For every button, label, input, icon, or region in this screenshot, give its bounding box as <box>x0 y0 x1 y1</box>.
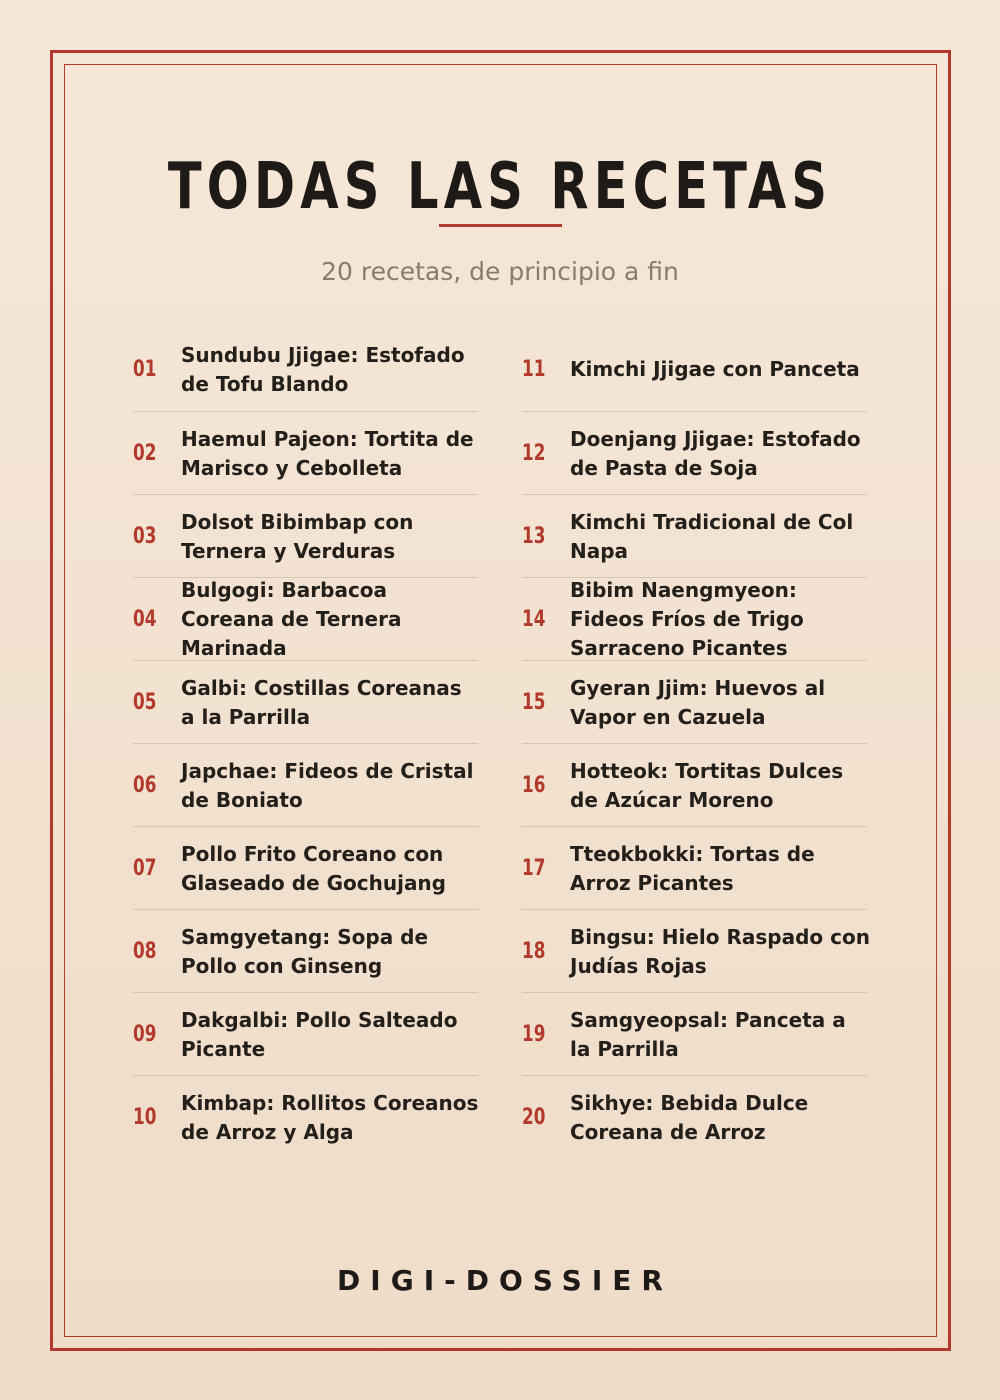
brand-footer: DIGI-DOSSIER <box>337 1264 673 1297</box>
recipe-item[interactable] <box>133 743 478 826</box>
recipe-item[interactable] <box>133 411 478 494</box>
recipe-name: Kimbap: Rollitos Coreanos de Arroz y Alga <box>181 1090 479 1144</box>
recipe-name: Kimchi Tradicional de Col Napa <box>570 509 854 563</box>
recipe-name: Gyeran Jjim: Huevos al Vapor en Cazuela <box>570 675 826 729</box>
recipe-name: Pollo Frito Coreano con Glaseado de Gochujang <box>181 841 446 895</box>
recipe-item[interactable] <box>522 743 867 826</box>
recipe-number: 02 <box>133 441 157 466</box>
recipe-number: 18 <box>522 939 546 964</box>
page-subtitle: 20 recetas, de principio a fin <box>321 257 679 286</box>
recipe-item[interactable] <box>133 494 478 577</box>
recipe-item[interactable] <box>133 660 478 743</box>
recipe-name: Haemul Pajeon: Tortita de Marisco y Cebolleta <box>181 426 474 480</box>
recipe-number: 03 <box>133 524 157 549</box>
recipe-item[interactable] <box>133 909 478 992</box>
recipe-item[interactable] <box>133 992 478 1075</box>
recipe-name: Sikhye: Bebida Dulce Coreana de Arroz <box>570 1090 809 1144</box>
recipe-name: Japchae: Fideos de Cristal de Boniato <box>181 758 474 812</box>
recipe-list-left <box>133 328 478 1158</box>
recipe-item[interactable] <box>133 328 478 411</box>
recipe-name: Hotteok: Tortitas Dulces de Azúcar Moreno <box>570 758 844 812</box>
recipe-name: Galbi: Costillas Coreanas a la Parrilla <box>181 675 462 729</box>
recipe-number: 01 <box>133 357 157 382</box>
recipe-number: 13 <box>522 524 546 549</box>
recipe-number: 10 <box>133 1105 157 1130</box>
recipe-number: 04 <box>133 607 157 632</box>
recipe-item[interactable] <box>522 909 870 992</box>
recipe-name: Bibim Naengmyeon: Fideos Fríos de Trigo Sarraceno Picantes <box>570 578 804 660</box>
recipe-number: 14 <box>522 607 546 632</box>
recipe-name: Dakgalbi: Pollo Salteado Picante <box>181 1007 458 1061</box>
recipe-name: Sundubu Jjigae: Estofado de Tofu Blando <box>181 342 465 396</box>
recipe-number: 11 <box>522 357 546 382</box>
recipe-number: 15 <box>522 690 546 715</box>
recipe-item[interactable] <box>522 411 867 494</box>
recipe-number: 16 <box>522 773 546 798</box>
recipe-item[interactable] <box>522 1075 867 1158</box>
page-title: TODAS LAS RECETAS <box>167 150 833 224</box>
recipe-number: 09 <box>133 1022 157 1047</box>
recipe-name: Samgyetang: Sopa de Pollo con Ginseng <box>181 924 429 978</box>
recipe-number: 07 <box>133 856 157 881</box>
recipe-item[interactable] <box>522 577 867 660</box>
recipe-item[interactable] <box>133 1075 478 1158</box>
recipe-item[interactable] <box>522 328 867 411</box>
recipe-item[interactable] <box>133 577 478 660</box>
recipe-number: 06 <box>133 773 157 798</box>
recipe-item[interactable] <box>522 826 867 909</box>
recipe-name: Bingsu: Hielo Raspado con Judías Rojas <box>570 924 870 978</box>
recipe-number: 17 <box>522 856 546 881</box>
recipe-name: Bulgogi: Barbacoa Coreana de Ternera Marinada <box>181 578 402 660</box>
recipe-name: Kimchi Jjigae con Panceta <box>570 357 860 381</box>
recipe-number: 05 <box>133 690 157 715</box>
recipe-name: Doenjang Jjigae: Estofado de Pasta de Soja <box>570 426 861 480</box>
title-underline <box>439 224 562 227</box>
recipe-list-right <box>522 328 870 1158</box>
recipe-item[interactable] <box>522 992 867 1075</box>
recipe-name: Samgyeopsal: Panceta a la Parrilla <box>570 1007 846 1061</box>
recipe-number: 19 <box>522 1022 546 1047</box>
recipe-item[interactable] <box>133 826 478 909</box>
recipe-number: 08 <box>133 939 157 964</box>
recipe-name: Tteokbokki: Tortas de Arroz Picantes <box>570 841 815 895</box>
recipe-number: 12 <box>522 441 546 466</box>
recipe-item[interactable] <box>522 494 867 577</box>
recipe-number: 20 <box>522 1105 546 1130</box>
recipe-name: Dolsot Bibimbap con Ternera y Verduras <box>181 509 414 563</box>
recipe-item[interactable] <box>522 660 867 743</box>
